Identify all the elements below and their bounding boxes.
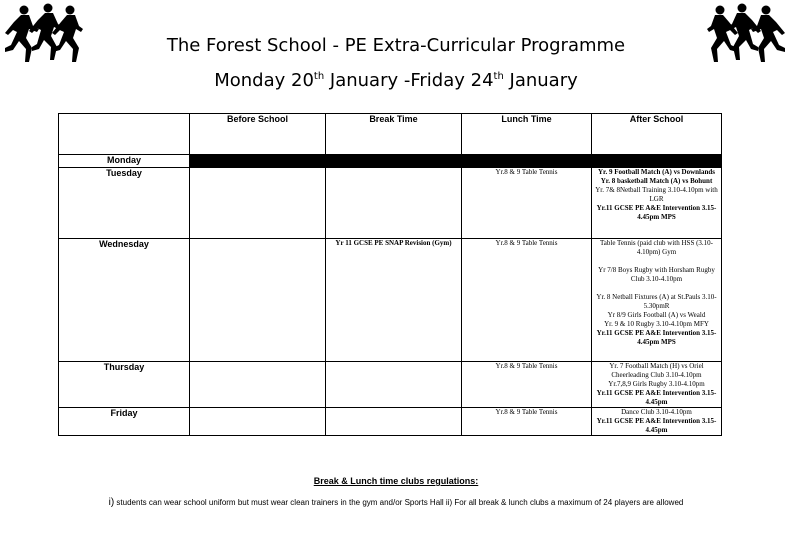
row-monday [59,155,722,168]
wednesday-break: Yr 11 GCSE PE SNAP Revision (Gym) [326,239,462,362]
friday-break [326,408,462,436]
activity-item: Yr.11 GCSE PE A&E Intervention 3.15-4.45pm MPS [596,329,717,346]
date-middle: January -Friday 24 [324,70,494,91]
wednesday-after-school [592,239,722,362]
activity-item: Yr 8/9 Girls Football (A) vs Weald [607,311,706,319]
date-start-suffix: th [313,71,325,82]
row-wednesday [59,239,722,362]
day-wednesday: Wednesday [59,239,190,362]
wednesday-before-school [190,239,326,362]
wednesday-lunch: Yr.8 & 9 Table Tennis [462,239,592,362]
activity-item: Yr. 8 basketball Match (A) vs Bohunt [600,177,713,185]
friday-lunch: Yr.8 & 9 Table Tennis [462,408,592,436]
date-range [0,70,792,91]
regulations-body: students can wear school uniform but must wear clean trainers in the gym and/or Sports Hall ii) For all break & lunch clubs a maximum of 24 players are allowed [114,498,684,507]
regulations-text [0,497,792,508]
date-start: Monday 20 [214,70,314,91]
thursday-break [326,362,462,408]
regulations-title: Break & Lunch time clubs regulations: [313,476,479,486]
header-before-school: Before School [190,114,326,155]
friday-after-school [592,408,722,436]
activity-item: Yr.7,8,9 Girls Rugby 3.10-4.10pm [608,380,705,388]
tuesday-lunch: Yr.8 & 9 Table Tennis [462,168,592,239]
tuesday-before-school [190,168,326,239]
activity-item: Cheerleading Club 3.10-4.10pm [611,371,702,379]
schedule-table [58,113,722,436]
day-thursday: Thursday [59,362,190,408]
header-row [59,114,722,155]
activity-item: Yr.11 GCSE PE A&E Intervention 3.15-4.45pm MPS [596,204,717,221]
activity-item: Yr.11 GCSE PE A&E Intervention 3.15-4.45pm [596,389,717,406]
regulations-numeral: i) [108,497,115,508]
monday-lunch [462,155,592,168]
header-break-time: Break Time [326,114,462,155]
activity-item: Yr. 9 & 10 Rugby 3.10-4.10pm MFY [604,320,709,328]
row-friday [59,408,722,436]
activity-item: Table Tennis (paid club with HSS (3.10-4.10pm) Gym [599,239,713,256]
activity-item: Yr 7/8 Boys Rugby with Horsham Rugby Club 3.10-4.10pm [598,266,715,283]
friday-before-school [190,408,326,436]
monday-after-school [592,155,722,168]
header-after-school: After School [592,114,722,155]
thursday-after-school [592,362,722,408]
tuesday-break [326,168,462,239]
day-friday: Friday [59,408,190,436]
row-thursday [59,362,722,408]
activity-item: Dance Club 3.10-4.10pm [621,408,692,416]
activity-item: Yr. 8 Netball Fixtures (A) at St.Pauls 3.10-5.30pmR [596,293,717,310]
header-lunch-time: Lunch Time [462,114,592,155]
monday-break [326,155,462,168]
row-tuesday [59,168,722,239]
activity-item: Yr.11 GCSE PE A&E Intervention 3.15-4.45pm [596,417,717,434]
date-end-suffix: th [493,71,504,82]
activity-item: Yr. 7& 8Netball Training 3.10-4.10pm with LGR [595,186,718,203]
header-day-column [59,114,190,155]
tuesday-after-school [592,168,722,239]
date-end: January [503,70,578,91]
monday-before-school [190,155,326,168]
thursday-lunch: Yr.8 & 9 Table Tennis [462,362,592,408]
day-monday: Monday [59,155,190,168]
activity-item: Yr. 9 Football Match (A) vs Downlands [598,168,715,176]
activity-item: Yr. 7 Football Match (H) vs Oriel [609,362,704,370]
page-title: The Forest School - PE Extra-Curricular Programme [166,35,626,56]
thursday-before-school [190,362,326,408]
day-tuesday: Tuesday [59,168,190,239]
